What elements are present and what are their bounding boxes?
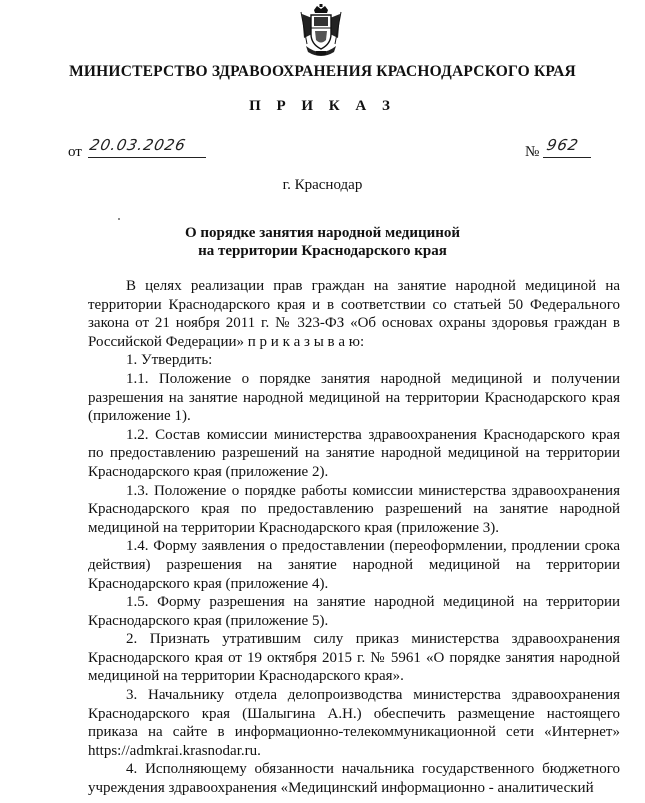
date-label: от [68, 144, 82, 160]
number-label: № [525, 144, 540, 160]
paragraph-1-2: 1.2. Состав комиссии министерства здравоохранения Краснодарского края по предоставлению разрешений на занятие народной медициной на территории Краснодарского края (приложение 2). [88, 426, 620, 480]
preamble-paragraph: В целях реализации прав граждан на занятие народной медициной на территории Краснодарского края и в соответствии со статьей 50 Федерального закона от 21 ноября 2011 г. № 323-ФЗ «Об основах охраны здоровья граждан в Российской Федерации» п р и к а з ы в а ю: [88, 278, 620, 350]
handwritten-date: 20.03.2026 [88, 136, 188, 154]
title-line-1: О порядке занятия народной медициной [184, 225, 461, 241]
krasnodar-coat-of-arms-icon [298, 4, 344, 60]
date-underline [88, 157, 206, 158]
number-underline [543, 157, 591, 158]
paragraph-3: 3. Начальнику отдела делопроизводства министерства здравоохранения Краснодарского края (Шалыгина А.Н.) обеспечить размещение настоящего приказа на сайте в информационно-телекоммуникационной сети «Интернет» https://admkrai.krasnodar.ru. [88, 687, 620, 759]
document-body [88, 277, 620, 798]
paragraph-1-4: 1.4. Форму заявления о предоставлении (переоформлении, продлении срока действия) разрешения на занятие народной медициной на территории Краснодарского края (приложение 4). [88, 538, 620, 592]
city: г. Краснодар [282, 177, 363, 193]
paragraph-1-1: 1.1. Положение о порядке занятия народной медициной и получении разрешения на занятие народной медициной на территории Краснодарского края (приложение 1). [88, 370, 620, 425]
paragraph-1: 1. Утвердить: [126, 352, 213, 369]
document-type: П Р И К А З [249, 98, 396, 114]
paragraph-4: 4. Исполняющему обязанности начальника государственного бюджетного учреждения здравоохранения «Медицинский информационно - аналитический [88, 761, 620, 797]
title-line-2: на территории Краснодарского края [198, 243, 447, 259]
stray-dot [118, 218, 120, 220]
paragraph-1-3: 1.3. Положение о порядке работы комиссии министерства здравоохранения Краснодарского края по предоставлению разрешений на занятие народной медициной на территории Краснодарского края (приложение 3). [88, 482, 620, 536]
paragraph-1-5: 1.5. Форму разрешения на занятие народной медициной на территории Краснодарского края (приложение 5). [88, 594, 620, 629]
document-title [0, 224, 645, 260]
paragraph-2: 2. Признать утратившим силу приказ министерства здравоохранения Краснодарского края от 19 октября 2015 г. № 5961 «О порядке занятия народной медициной на территории Краснодарского края». [88, 631, 620, 685]
ministry-name: МИНИСТЕРСТВО ЗДРАВООХРАНЕНИЯ КРАСНОДАРСКОГО КРАЯ [69, 63, 576, 80]
handwritten-number: 962 [545, 136, 581, 154]
